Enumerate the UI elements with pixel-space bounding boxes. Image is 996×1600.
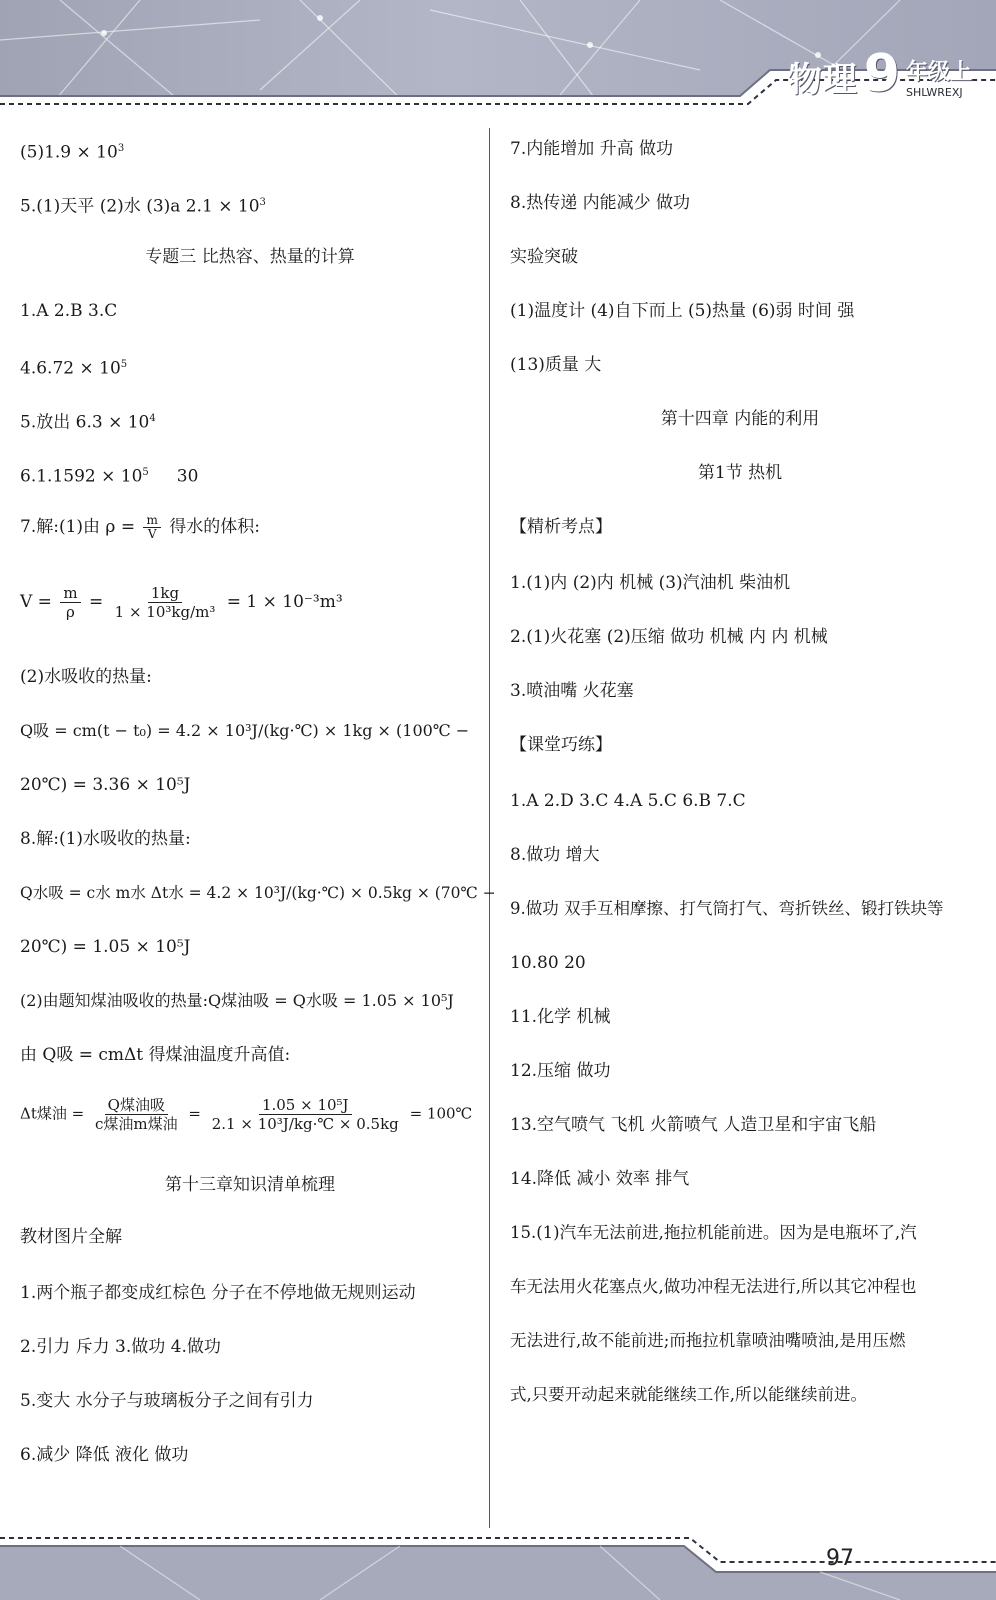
answer-line: 1.A 2.D 3.C 4.A 5.C 6.B 7.C bbox=[510, 791, 746, 811]
grade-suffix: 年级上 bbox=[905, 60, 972, 85]
answer-line: 15.(1)汽车无法前进,拖拉机能前进。因为是电瓶坏了,汽 bbox=[510, 1223, 917, 1242]
solution-line: 由 Q吸 = cmΔt 得煤油温度升高值: bbox=[20, 1045, 291, 1065]
answer-line: 6.减少 降低 液化 做功 bbox=[20, 1445, 189, 1465]
solution-line: (2)水吸收的热量: bbox=[20, 667, 152, 687]
answer-line: 1.(1)内 (2)内 机械 (3)汽油机 柴油机 bbox=[510, 573, 791, 593]
formula-line: Δt煤油 = $\frac{\text{Q煤油吸}}{\text{c煤油m煤油}}$ = $\frac{\text{1.05 × 10⁵J}}{\text{2.1 × 10³J/kg·℃ × 0.5kg}}$ = 100℃ bbox=[20, 1096, 473, 1133]
solution-line: 7.解:(1)由 ρ = $\frac{m}{V}$ 得水的体积: bbox=[20, 513, 261, 541]
answer-line: 7.内能增加 升高 做功 bbox=[510, 139, 674, 159]
column-divider bbox=[489, 128, 490, 1528]
section-heading: 第十三章知识清单梳理 bbox=[165, 1175, 335, 1195]
subsection-heading: 【课堂巧练】 bbox=[510, 735, 612, 755]
page-number: 97 bbox=[826, 1546, 854, 1571]
answer-line: 无法进行,故不能前进;而拖拉机靠喷油嘴喷油,是用压燃 bbox=[510, 1331, 906, 1350]
answer-line: (1)温度计 (4)自下而上 (5)热量 (6)弱 时间 强 bbox=[510, 301, 855, 321]
answer-line: $4.6.72 \times 10^5$ bbox=[20, 358, 128, 379]
subsection-heading: 【精析考点】 bbox=[510, 517, 612, 537]
subject-title: 物理 bbox=[787, 60, 858, 100]
answer-line: 2.(1)火花塞 (2)压缩 做功 机械 内 内 机械 bbox=[510, 627, 828, 647]
answer-line: (13)质量 大 bbox=[510, 355, 602, 375]
answer-line: 8.热传递 内能减少 做功 bbox=[510, 193, 691, 213]
fraction: $\frac{\text{1.05 × 10⁵J}}{\text{2.1 × 10³J/kg·℃ × 0.5kg}}$ bbox=[211, 1096, 399, 1133]
section-heading: 专题三 比热容、热量的计算 bbox=[145, 247, 355, 267]
answer-line: 8.做功 增大 bbox=[510, 845, 600, 865]
subsection-heading: 实验突破 bbox=[510, 247, 578, 267]
formula-line: Q吸 = cm(t − t₀) = 4.2 × 10³J/(kg·℃) × 1kg × (100℃ − bbox=[20, 721, 470, 740]
section-heading: 第1节 热机 bbox=[697, 463, 783, 483]
grade-number: 9 bbox=[863, 44, 900, 104]
formula-line: V = $\frac{m}{\rho}$ = $\frac{1kg}{\text{1 × 10³kg/m³}}$ = 1 × 10⁻³m³ bbox=[20, 584, 343, 621]
answer-line: 2.引力 斥力 3.做功 4.做功 bbox=[20, 1337, 221, 1357]
brand-title bbox=[787, 38, 972, 104]
answer-line: 14.降低 减小 效率 排气 bbox=[510, 1169, 690, 1189]
formula-line: Q水吸 = c水 m水 Δt水 = 4.2 × 10³J/(kg·℃) × 0.5kg × (70℃ − bbox=[20, 884, 496, 902]
subsection-heading: 教材图片全解 bbox=[20, 1227, 122, 1247]
answer-line: 3.喷油嘴 火花塞 bbox=[510, 681, 634, 701]
answer-line: 车无法用火花塞点火,做功冲程无法进行,所以其它冲程也 bbox=[510, 1277, 917, 1296]
chapter-heading: 第十四章 内能的利用 bbox=[660, 409, 820, 429]
solution-line: 8.解:(1)水吸收的热量: bbox=[20, 829, 191, 849]
answer-line: 11.化学 机械 bbox=[510, 1007, 611, 1027]
fraction: $\frac{\text{Q煤油吸}}{\text{c煤油m煤油}}$ bbox=[94, 1096, 178, 1133]
answer-line: $(5)1.9 \times 10^3$ bbox=[20, 142, 125, 163]
fraction: $\frac{m}{V}$ bbox=[143, 514, 160, 541]
formula-line: 20℃) = 1.05 × 10⁵J bbox=[20, 937, 191, 957]
series-code: SHLWREXJ bbox=[905, 86, 963, 99]
formula-line: 20℃) = 3.36 × 10⁵J bbox=[20, 775, 191, 795]
formula-line: (2)由题知煤油吸收的热量:Q煤油吸 = Q水吸 = 1.05 × 10⁵J bbox=[20, 991, 454, 1010]
page-header bbox=[0, 0, 996, 118]
answer-line: 1.A 2.B 3.C bbox=[20, 301, 118, 321]
fraction: $\frac{m}{\rho}$ bbox=[60, 584, 80, 621]
answer-line: 9.做功 双手互相摩擦、打气筒打气、弯折铁丝、锻打铁块等 bbox=[510, 899, 944, 918]
answer-line: 5.(1)天平 (2)水 (3)a $2.1 \times 10^3$ bbox=[20, 196, 266, 217]
fraction: $\frac{1kg}{\text{1 × 10³kg/m³}}$ bbox=[114, 584, 216, 621]
answer-line: 10.80 20 bbox=[510, 953, 586, 973]
answer-line: 1.两个瓶子都变成红棕色 分子在不停地做无规则运动 bbox=[20, 1283, 416, 1303]
answer-line: $6.1.1592 \times 10^5$ 30 bbox=[20, 466, 199, 487]
answer-line: 5.变大 水分子与玻璃板分子之间有引力 bbox=[20, 1391, 314, 1411]
answer-line: 12.压缩 做功 bbox=[510, 1061, 611, 1081]
answer-line: 式,只要开动起来就能继续工作,所以能继续前进。 bbox=[510, 1385, 867, 1404]
answer-line: 5.放出 $6.3 \times 10^4$ bbox=[20, 412, 156, 433]
answer-line: 13.空气喷气 飞机 火箭喷气 人造卫星和宇宙飞船 bbox=[510, 1115, 877, 1135]
